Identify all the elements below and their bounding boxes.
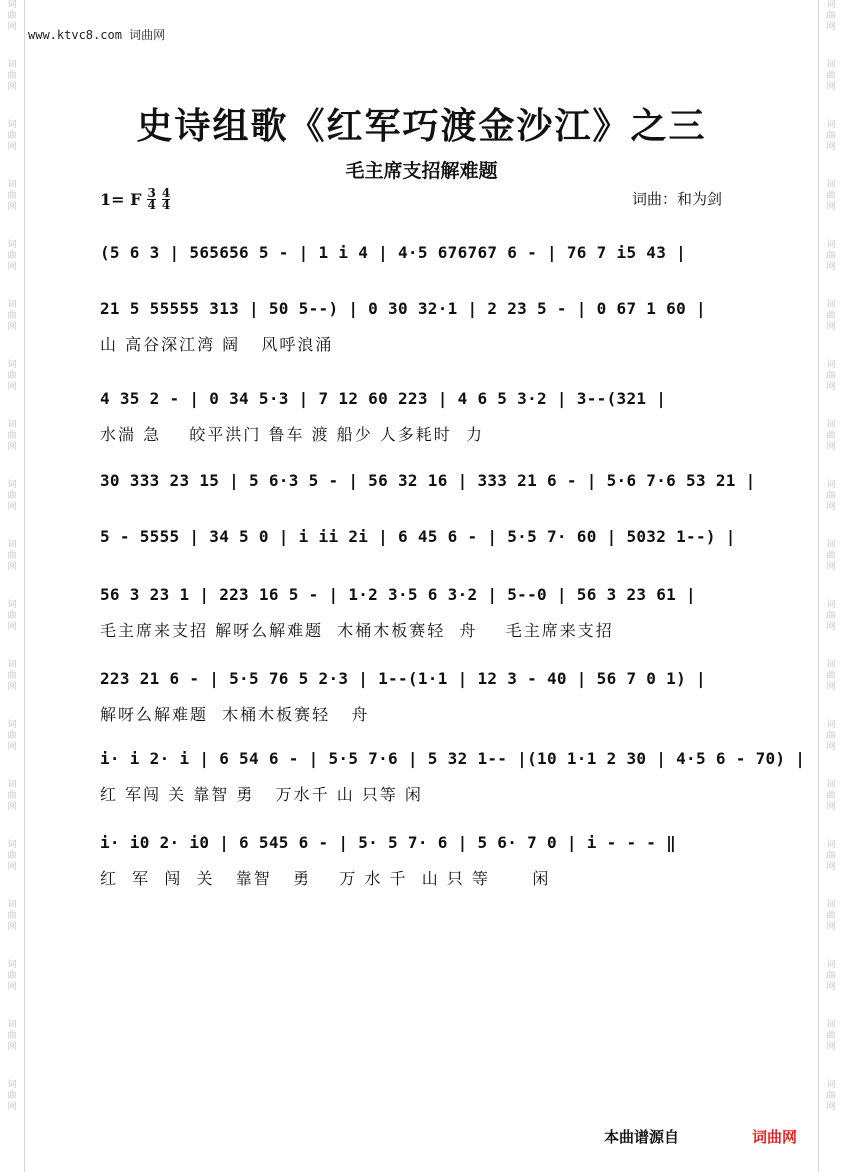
watermark-stamp: 词 曲 网	[7, 960, 17, 992]
notation-line: 4 35 2 - | 0 34 5·3 | 7 12 60 223 | 4 6 5 3·2 | 3--(321 |	[100, 389, 667, 408]
score-subtitle: 毛主席支招解难题	[345, 160, 498, 182]
watermark-stamp: 词 曲 网	[7, 360, 17, 392]
watermark-stamp: 词 曲 网	[826, 0, 836, 32]
key-signature	[100, 188, 170, 211]
watermark-stamp: 词 曲 网	[826, 780, 836, 812]
watermark-stamp: 词 曲 网	[826, 540, 836, 572]
lyrics-line: 水湍 急 皎平洪门 鲁车 渡 船少 人多耗时 力	[100, 425, 484, 444]
watermark-stamp: 词 曲 网	[7, 240, 17, 272]
lyrics-line: 毛主席来支招 解呀么解难题 木桶木板赛轻 舟 毛主席来支招	[100, 621, 614, 640]
watermark-stamp: 词 曲 网	[826, 1020, 836, 1052]
watermark-stamp: 词 曲 网	[7, 300, 17, 332]
watermark-stamp: 词 曲 网	[7, 1020, 17, 1052]
watermark-stamp: 词 曲 网	[7, 540, 17, 572]
watermark-stamp: 词 曲 网	[7, 720, 17, 752]
notation-line: 21 5 55555 313 | 50 5--) | 0 30 32·1 | 2 23 5 - | 0 67 1 60 |	[100, 299, 706, 318]
watermark-stamp: 词 曲 网	[826, 120, 836, 152]
watermark-stamp: 词 曲 网	[826, 360, 836, 392]
key-label: 1= F	[100, 190, 142, 209]
watermark-stamp: 词 曲 网	[7, 900, 17, 932]
watermark-stamp: 词 曲 网	[7, 60, 17, 92]
lyrics-line: 红 军闯 关 靠智 勇 万水千 山 只等 闲	[100, 785, 423, 804]
watermark-stamp: 词 曲 网	[826, 480, 836, 512]
notation-line: i· i 2· i | 6 54 6 - | 5·5 7·6 | 5 32 1-- |(10 1·1 2 30 | 4·5 6 - 70) |	[100, 749, 806, 768]
watermark-stamp: 词 曲 网	[7, 480, 17, 512]
footer-source-label: 本曲谱源自	[604, 1128, 680, 1146]
time-signature-2: $\frac{4}{4}$	[161, 186, 171, 212]
site-url[interactable]: www.ktvc8.com	[28, 28, 122, 42]
watermark-stamp: 词 曲 网	[7, 600, 17, 632]
notation-line: (5 6 3 | 565656 5 - | 1 i 4 | 4·5 676767 6 - | 76 7 i5 43 |	[100, 243, 687, 262]
watermark-stamp: 词 曲 网	[826, 180, 836, 212]
watermark-stamp: 词 曲 网	[826, 720, 836, 752]
watermark-stamp: 词 曲 网	[826, 420, 836, 452]
credit-line: 词曲：和为剑	[632, 190, 723, 208]
watermark-stamp: 词 曲 网	[7, 780, 17, 812]
notation-line: i· i0 2· i0 | 6 545 6 - | 5· 5 7· 6 | 5 6· 7 0 | i - - - ‖	[100, 833, 677, 852]
site-name: 词曲网	[129, 28, 166, 42]
watermark-stamp: 词 曲 网	[826, 660, 836, 692]
notation-line: 56 3 23 1 | 223 16 5 - | 1·2 3·5 6 3·2 | 5--0 | 56 3 23 61 |	[100, 585, 696, 604]
watermark-stamp: 词 曲 网	[826, 840, 836, 872]
score-title: 史诗组歌《红军巧渡金沙江》之三	[136, 105, 707, 147]
notation-line: 223 21 6 - | 5·5 76 5 2·3 | 1--(1·1 | 12 3 - 40 | 56 7 0 1) |	[100, 669, 706, 688]
watermark-stamp: 词 曲 网	[826, 60, 836, 92]
site-url-header[interactable]	[28, 26, 165, 43]
watermark-stamp: 词 曲 网	[7, 1080, 17, 1112]
notation-line: 5 - 5555 | 34 5 0 | i ii 2i | 6 45 6 - | 5·5 7· 60 | 5032 1--) |	[100, 527, 736, 546]
lyrics-line: 解呀么解难题 木桶木板赛轻 舟	[100, 705, 370, 724]
lyrics-line: 红 军 闯 关 靠智 勇 万 水 千 山 只 等 闲	[100, 869, 551, 888]
watermark-stamp: 词 曲 网	[7, 840, 17, 872]
notation-line: 30 333 23 15 | 5 6·3 5 - | 56 32 16 | 333 21 6 - | 5·6 7·6 53 21 |	[100, 471, 756, 490]
watermark-stamp: 词 曲 网	[7, 120, 17, 152]
watermark-stamp: 词 曲 网	[7, 420, 17, 452]
watermark-stamp: 词 曲 网	[7, 0, 17, 32]
watermark-stamp: 词 曲 网	[826, 960, 836, 992]
watermark-stamp: 词 曲 网	[826, 900, 836, 932]
watermark-stamp: 词 曲 网	[826, 600, 836, 632]
time-signature-1: $\frac{3}{4}$	[147, 186, 156, 212]
watermark-stamp: 词 曲 网	[826, 300, 836, 332]
footer-brand-link[interactable]: 词曲网	[752, 1128, 798, 1146]
watermark-stamp: 词 曲 网	[826, 240, 836, 272]
watermark-stamp: 词 曲 网	[826, 1080, 836, 1112]
watermark-stamp: 词 曲 网	[7, 180, 17, 212]
lyrics-line: 山 高谷深江湾 阔 风呼浪涌	[100, 335, 334, 354]
watermark-stamp: 词 曲 网	[7, 660, 17, 692]
